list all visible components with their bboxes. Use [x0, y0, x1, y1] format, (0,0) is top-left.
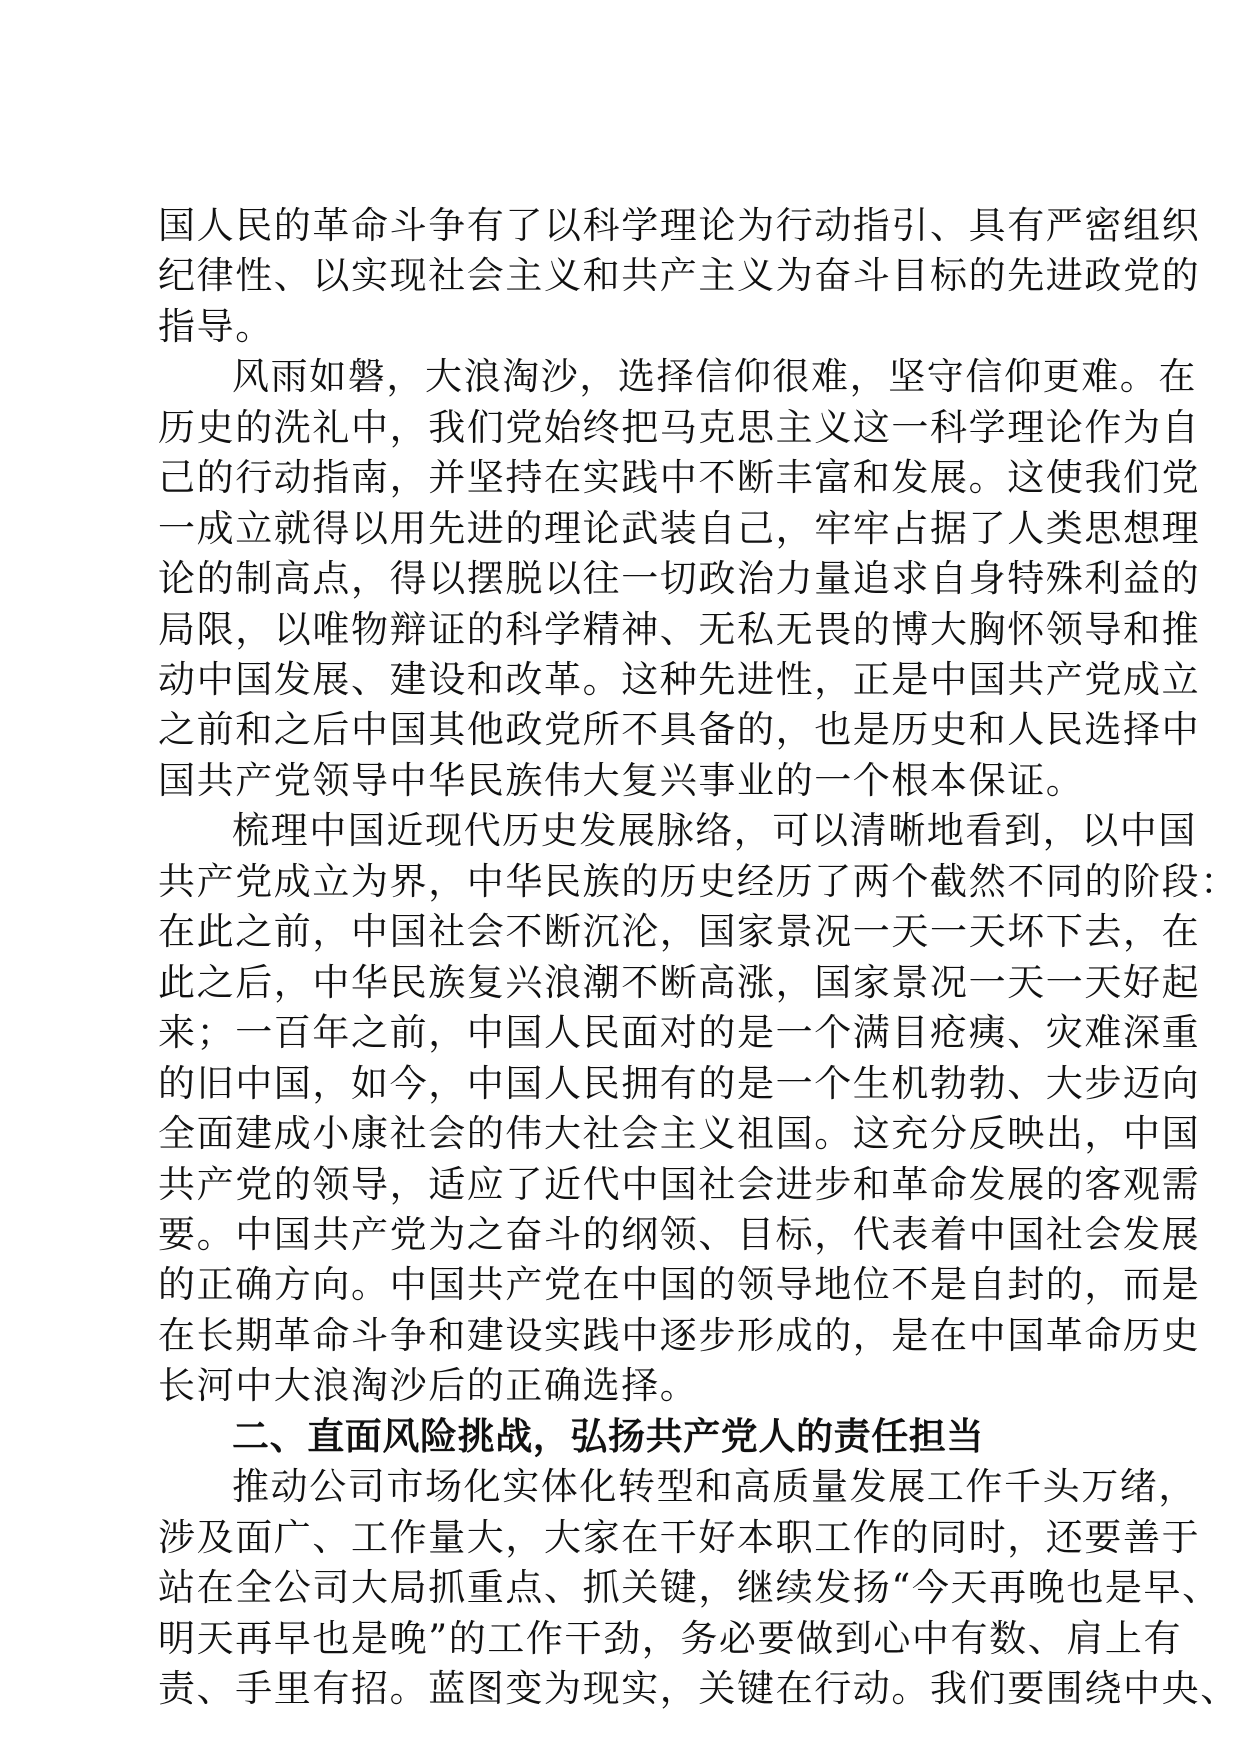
paragraph-line: 的旧中国，如今，中国人民拥有的是一个生机勃勃、大步迈向	[158, 1062, 1201, 1105]
paragraph-line: 论的制高点，得以摆脱以往一切政治力量追求自身特殊利益的	[158, 557, 1201, 600]
paragraph-line: 局限，以唯物辩证的科学精神、无私无畏的博大胸怀领导和推	[158, 608, 1201, 651]
paragraph-line: 涉及面广、工作量大，大家在干好本职工作的同时，还要善于	[158, 1516, 1201, 1559]
paragraph-line: 历史的洗礼中，我们党始终把马克思主义这一科学理论作为自	[158, 406, 1201, 449]
section-heading: 二、直面风险挑战，弘扬共产党人的责任担当	[232, 1415, 984, 1458]
paragraph-line: 要。中国共产党为之奋斗的纲领、目标，代表着中国社会发展	[158, 1213, 1201, 1256]
paragraph-line: 此之后，中华民族复兴浪潮不断高涨，国家景况一天一天好起	[158, 961, 1201, 1004]
paragraph-line: 之前和之后中国其他政党所不具备的，也是历史和人民选择中	[158, 708, 1201, 751]
paragraph-line: 责、手里有招。蓝图变为现实，关键在行动。我们要围绕中央、	[158, 1667, 1239, 1710]
paragraph-line: 动中国发展、建设和改革。这种先进性，正是中国共产党成立	[158, 658, 1201, 701]
paragraph-line: 推动公司市场化实体化转型和高质量发展工作千头万绪，	[232, 1465, 1197, 1508]
paragraph-line: 长河中大浪淘沙后的正确选择。	[158, 1364, 699, 1407]
paragraph-line: 明天再早也是晚”的工作干劲，务必要做到心中有数、肩上有	[158, 1617, 1183, 1660]
paragraph-line: 共产党成立为界，中华民族的历史经历了两个截然不同的阶段：	[158, 860, 1239, 903]
paragraph-line: 纪律性、以实现社会主义和共产主义为奋斗目标的先进政党的	[158, 254, 1201, 297]
paragraph-line: 国共产党领导中华民族伟大复兴事业的一个根本保证。	[158, 759, 1085, 802]
paragraph-line: 在长期革命斗争和建设实践中逐步形成的，是在中国革命历史	[158, 1314, 1201, 1357]
paragraph-line: 梳理中国近现代历史发展脉络，可以清晰地看到，以中国	[232, 809, 1197, 852]
paragraph-line: 来；一百年之前，中国人民面对的是一个满目疮痍、灾难深重	[158, 1011, 1201, 1054]
paragraph-line: 一成立就得以用先进的理论武装自己，牢牢占据了人类思想理	[158, 507, 1201, 550]
paragraph-line: 站在全公司大局抓重点、抓关键，继续发扬“今天再晚也是早、	[158, 1566, 1221, 1609]
paragraph-line: 共产党的领导，适应了近代中国社会进步和革命发展的客观需	[158, 1163, 1201, 1206]
paragraph-line: 全面建成小康社会的伟大社会主义祖国。这充分反映出，中国	[158, 1112, 1201, 1155]
paragraph-line: 己的行动指南，并坚持在实践中不断丰富和发展。这使我们党	[158, 456, 1201, 499]
paragraph-line: 在此之前，中国社会不断沉沦，国家景况一天一天坏下去，在	[158, 910, 1201, 953]
paragraph-line: 的正确方向。中国共产党在中国的领导地位不是自封的，而是	[158, 1263, 1201, 1306]
paragraph-line: 指导。	[158, 305, 274, 348]
paragraph-line: 国人民的革命斗争有了以科学理论为行动指引、具有严密组织	[158, 204, 1201, 247]
paragraph-line: 风雨如磐，大浪淘沙，选择信仰很难，坚守信仰更难。在	[232, 355, 1197, 398]
